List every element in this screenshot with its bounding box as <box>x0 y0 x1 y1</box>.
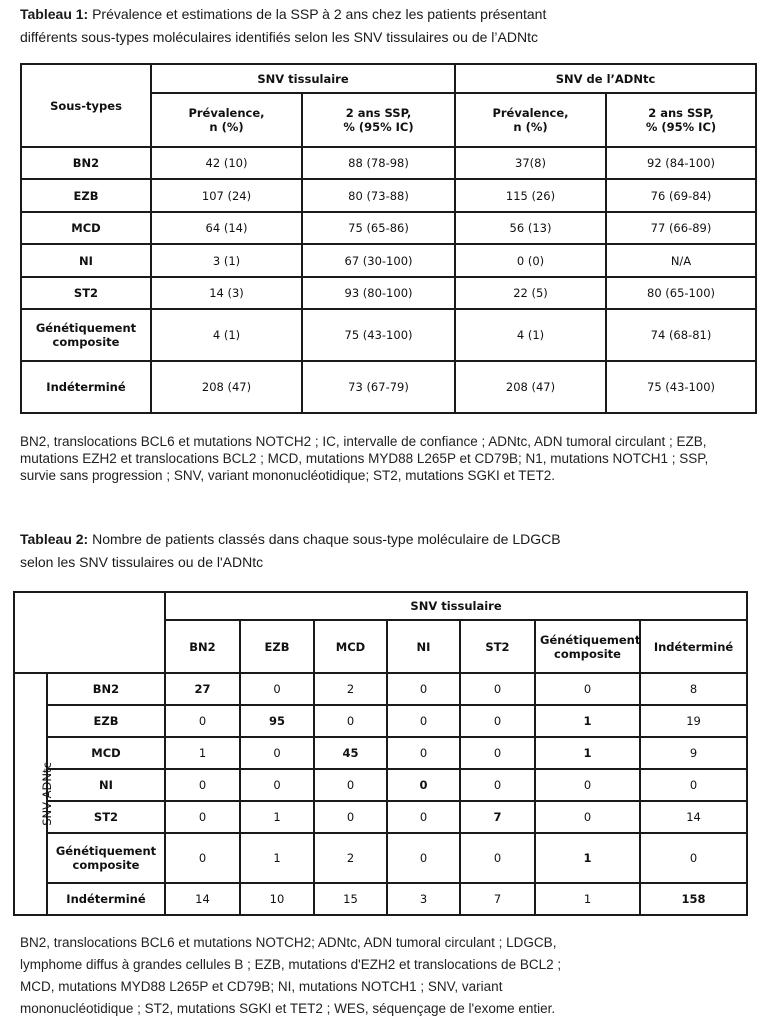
row-label: NI <box>21 244 151 277</box>
table-cell: 95 <box>240 705 314 737</box>
table-cell: 107 (24) <box>151 179 302 212</box>
table1-col-ssp: 2 ans SSP, % (95% IC) <box>606 93 756 147</box>
table-cell: 115 (26) <box>455 179 606 212</box>
table-cell: 0 <box>314 769 387 801</box>
table-row <box>14 883 747 915</box>
table-row <box>14 737 747 769</box>
row-label: NI <box>47 769 165 801</box>
table-row <box>14 705 747 737</box>
table-cell: 56 (13) <box>455 212 606 244</box>
table-cell: 64 (14) <box>151 212 302 244</box>
table1-caption-text: Prévalence et estimations de la SSP à 2 ans chez les patients présentant <box>88 6 547 22</box>
table-cell: 7 <box>460 801 535 833</box>
table-cell: 42 (10) <box>151 147 302 179</box>
row-label: BN2 <box>47 673 165 705</box>
table-row <box>21 244 756 277</box>
table-cell: 208 (47) <box>455 361 606 413</box>
table-cell: 80 (65-100) <box>606 277 756 309</box>
table-cell: 0 <box>460 769 535 801</box>
row-label: MCD <box>47 737 165 769</box>
table-row <box>14 673 747 705</box>
table-cell: 0 <box>460 833 535 883</box>
table-cell: 80 (73-88) <box>302 179 455 212</box>
table-cell: 0 (0) <box>455 244 606 277</box>
table-row <box>14 801 747 833</box>
table-cell: 74 (68-81) <box>606 309 756 361</box>
row-label: MCD <box>21 212 151 244</box>
table2-col-ezb: EZB <box>240 620 314 673</box>
table-row <box>21 361 756 413</box>
table-cell: 76 (69-84) <box>606 179 756 212</box>
table-cell: 19 <box>640 705 747 737</box>
table-cell: 75 (43-100) <box>606 361 756 413</box>
table-cell: 1 <box>535 737 640 769</box>
table-cell: 8 <box>640 673 747 705</box>
table-cell: 14 <box>640 801 747 833</box>
table-cell: 0 <box>314 801 387 833</box>
table-cell: 0 <box>240 737 314 769</box>
row-label: ST2 <box>21 277 151 309</box>
table2-col-group: SNV tissulaire <box>165 592 747 620</box>
table1-row-header: Sous-types <box>21 64 151 147</box>
table1-caption <box>20 3 750 49</box>
table1-col-prevalence: Prévalence, n (%) <box>151 93 302 147</box>
table1-col-ssp: 2 ans SSP, % (95% IC) <box>302 93 455 147</box>
table-cell: 0 <box>640 833 747 883</box>
table2-row-group-label: SNV ADNtc <box>39 762 54 826</box>
table-cell: 9 <box>640 737 747 769</box>
table-row <box>14 833 747 883</box>
table-cell: 0 <box>387 705 460 737</box>
table-cell: 0 <box>387 673 460 705</box>
table-row <box>21 277 756 309</box>
table2-col-composite: Génétiquement composite <box>535 620 640 673</box>
table-row <box>14 769 747 801</box>
footnote-line: BN2, translocations BCL6 et mutations NOTCH2; ADNtc, ADN tumoral circulant ; LDGCB, <box>20 935 557 950</box>
table-cell: 7 <box>460 883 535 915</box>
table-cell: 10 <box>240 883 314 915</box>
table-cell: 0 <box>387 801 460 833</box>
footnote-line: MCD, mutations MYD88 L265P et CD79B; NI, mutations NOTCH1 ; SNV, variant <box>20 979 503 994</box>
table-row <box>21 147 756 179</box>
table1-caption-label: Tableau 1: <box>20 6 89 22</box>
table2-col-bn2: BN2 <box>165 620 240 673</box>
table-cell: 0 <box>314 705 387 737</box>
table1-group-adntc: SNV de l’ADNtc <box>455 64 756 93</box>
table2-col-ni: NI <box>387 620 460 673</box>
table-row <box>21 309 756 361</box>
table-cell: 0 <box>460 705 535 737</box>
table-cell: 67 (30-100) <box>302 244 455 277</box>
table-cell: 1 <box>535 883 640 915</box>
table1-group-tissulaire: SNV tissulaire <box>151 64 455 93</box>
table-cell: 37(8) <box>455 147 606 179</box>
table-cell: 0 <box>165 801 240 833</box>
table1 <box>20 63 757 414</box>
table-cell: 45 <box>314 737 387 769</box>
table-row <box>21 179 756 212</box>
row-label: Génétiquement composite <box>47 833 165 883</box>
row-label: Indéterminé <box>21 361 151 413</box>
table2 <box>13 591 748 916</box>
table2-corner <box>14 592 165 673</box>
table-cell: 3 <box>387 883 460 915</box>
table-cell: 3 (1) <box>151 244 302 277</box>
table-cell: 77 (66-89) <box>606 212 756 244</box>
table-cell: 1 <box>165 737 240 769</box>
table-cell: 0 <box>165 833 240 883</box>
table-cell: 0 <box>535 769 640 801</box>
table-cell: 0 <box>460 673 535 705</box>
table-cell: 0 <box>460 737 535 769</box>
table-cell: 4 (1) <box>455 309 606 361</box>
table-cell: 0 <box>535 673 640 705</box>
table-cell: 0 <box>387 769 460 801</box>
row-label: Génétiquement composite <box>21 309 151 361</box>
table1-col-prevalence: Prévalence, n (%) <box>455 93 606 147</box>
table-cell: 2 <box>314 673 387 705</box>
table-cell: 0 <box>165 769 240 801</box>
table2-col-indetermine: Indéterminé <box>640 620 747 673</box>
table-cell: 158 <box>640 883 747 915</box>
table-cell: 2 <box>314 833 387 883</box>
table-cell: 208 (47) <box>151 361 302 413</box>
table-cell: 73 (67-79) <box>302 361 455 413</box>
table-cell: 0 <box>535 801 640 833</box>
table-cell: 0 <box>240 673 314 705</box>
table2-caption <box>20 528 750 574</box>
table-cell: 0 <box>165 705 240 737</box>
table-cell: 1 <box>240 801 314 833</box>
row-label: BN2 <box>21 147 151 179</box>
table-cell: 4 (1) <box>151 309 302 361</box>
table-cell: 0 <box>387 737 460 769</box>
table2-caption-label: Tableau 2: <box>20 531 89 547</box>
footnote-line: lymphome diffus à grandes cellules B ; EZB, mutations d'EZH2 et translocations de BCL2 ; <box>20 957 562 972</box>
table-cell: 1 <box>535 705 640 737</box>
table-cell: 14 <box>165 883 240 915</box>
table-cell: 88 (78-98) <box>302 147 455 179</box>
table2-row-group <box>14 673 54 915</box>
table1-footnote: BN2, translocations BCL6 et mutations NOTCH2 ; IC, intervalle de confiance ; ADNtc, ADN tumoral circulant ; EZB, mutations EZH2 et translocations BCL2 ; MCD, mutations MYD88 L265P et CD79B; N1, mutations NOTCH1 ; SSP, survie sans progression ; SNV, variant mononucléotidique; ST2, mutations SGKI et TET2. <box>20 434 709 483</box>
table1-caption-line2: différents sous-types moléculaires identifiés selon les SNV tissulaires ou de l’ADNtc <box>20 29 538 45</box>
table2-col-mcd: MCD <box>314 620 387 673</box>
table-cell: 1 <box>535 833 640 883</box>
table-cell: 92 (84-100) <box>606 147 756 179</box>
table-cell: 0 <box>640 769 747 801</box>
table-cell: 75 (43-100) <box>302 309 455 361</box>
table-cell: 0 <box>387 833 460 883</box>
table2-col-st2: ST2 <box>460 620 535 673</box>
table-cell: N/A <box>606 244 756 277</box>
table-cell: 22 (5) <box>455 277 606 309</box>
row-label: ST2 <box>47 801 165 833</box>
table2-footnote <box>20 932 740 1020</box>
table-row <box>21 212 756 244</box>
table-cell: 93 (80-100) <box>302 277 455 309</box>
row-label: EZB <box>47 705 165 737</box>
table2-caption-line2: selon les SNV tissulaires ou de l'ADNtc <box>20 554 264 570</box>
table-cell: 15 <box>314 883 387 915</box>
row-label: EZB <box>21 179 151 212</box>
table-cell: 75 (65-86) <box>302 212 455 244</box>
table-cell: 14 (3) <box>151 277 302 309</box>
table-cell: 1 <box>240 833 314 883</box>
table-cell: 27 <box>165 673 240 705</box>
table2-caption-text: Nombre de patients classés dans chaque sous-type moléculaire de LDGCB <box>88 531 561 547</box>
table-cell: 0 <box>240 769 314 801</box>
footnote-line: mononucléotidique ; ST2, mutations SGKI et TET2 ; WES, séquençage de l'exome entier. <box>20 1001 556 1016</box>
row-label: Indéterminé <box>47 883 165 915</box>
